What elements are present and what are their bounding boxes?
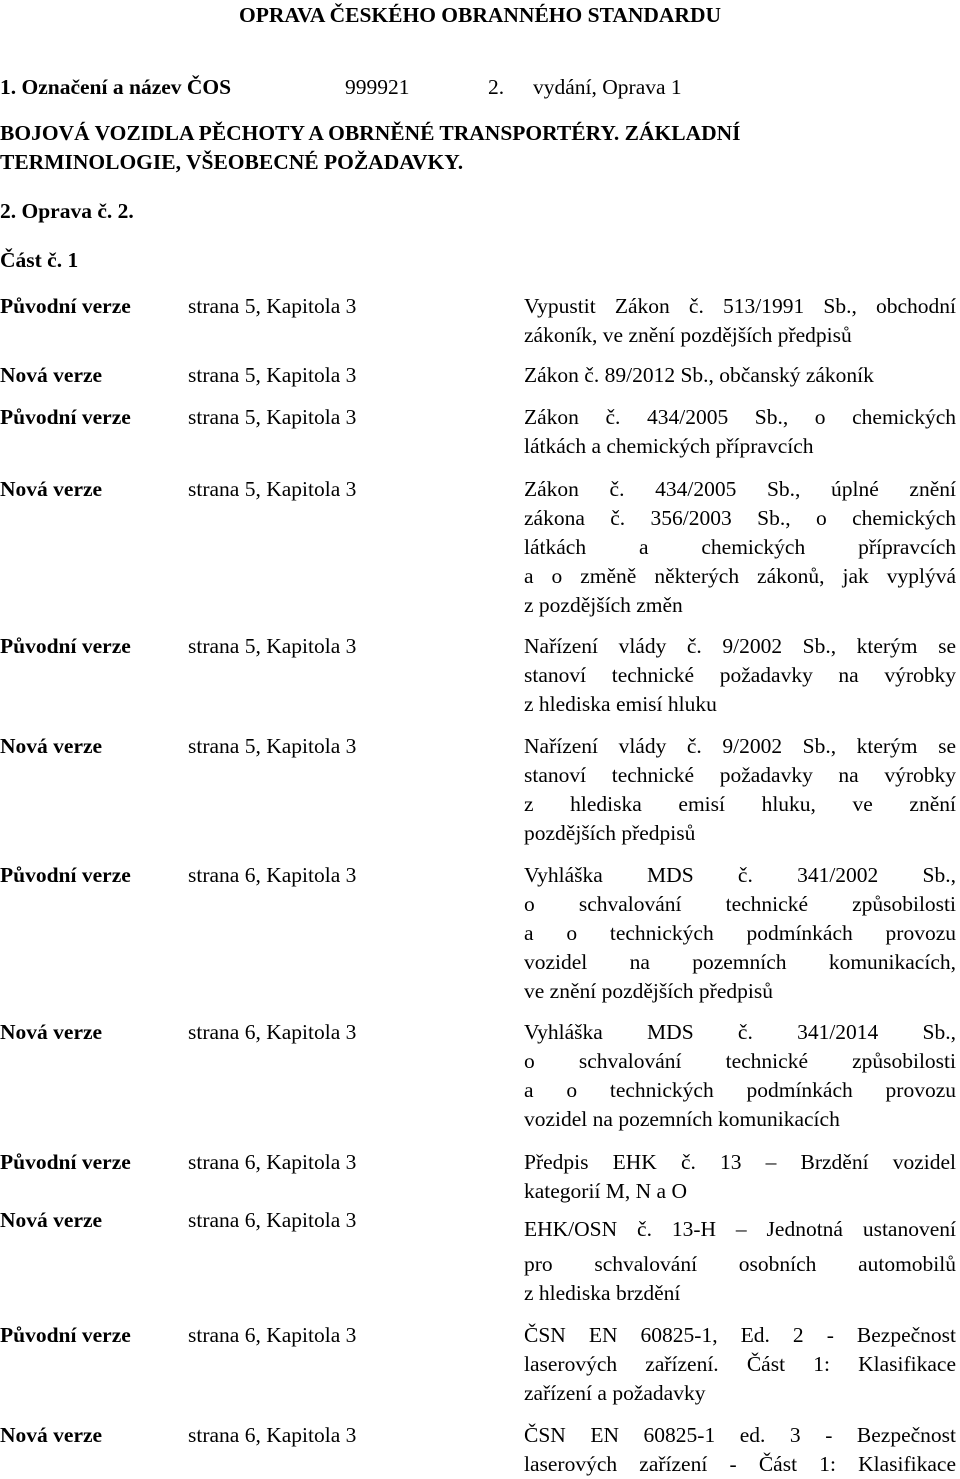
version-label: Původní verze xyxy=(0,634,131,658)
change-text xyxy=(524,403,956,461)
document-title: OPRAVA ČESKÉHO OBRANNÉHO STANDARDU xyxy=(238,3,722,27)
change-text-line: z pozdějších změn xyxy=(524,593,683,617)
location-label: strana 5, Kapitola 3 xyxy=(188,634,357,658)
change-text-line: EHK/OSN č. 13-H – Jednotná ustanovení xyxy=(524,1217,956,1241)
change-text-line: laserových zařízení - Část 1: Klasifikace xyxy=(524,1452,956,1476)
change-text-line: pro schvalování osobních automobilů xyxy=(524,1252,956,1276)
location-label: strana 6, Kapitola 3 xyxy=(188,1323,357,1347)
change-text-line: Zákon č. 434/2005 Sb., o chemických xyxy=(524,405,956,429)
change-text-line: Nařízení vlády č. 9/2002 Sb., kterým se xyxy=(524,634,956,658)
correction-number: 2. Oprava č. 2. xyxy=(0,199,134,223)
change-text-line: Zákon č. 434/2005 Sb., úplné znění xyxy=(524,477,956,501)
designation-edition: 2. xyxy=(488,75,505,99)
version-label: Původní verze xyxy=(0,405,131,429)
change-text-line: z hlediska emisí hluku xyxy=(524,692,717,716)
change-text-line: stanoví technické požadavky na výrobky xyxy=(524,663,956,687)
change-text-line: Zákon č. 89/2012 Sb., občanský zákoník xyxy=(524,363,874,387)
change-text-line: a o změně některých zákonů, jak vyplývá xyxy=(524,564,956,588)
version-label: Nová verze xyxy=(0,1020,103,1044)
change-text-line: a o technických podmínkách provozu xyxy=(524,921,956,945)
change-text-line: o schvalování technické způsobilosti xyxy=(524,1049,956,1073)
change-text-line: Nařízení vlády č. 9/2002 Sb., kterým se xyxy=(524,734,956,758)
version-label: Původní verze xyxy=(0,294,131,318)
change-text xyxy=(524,861,956,1006)
change-text-line: kategorií M, N a O xyxy=(524,1179,688,1203)
location-label: strana 5, Kapitola 3 xyxy=(188,363,357,387)
change-text-line: ČSN EN 60825-1, Ed. 2 - Bezpečnost xyxy=(524,1323,956,1347)
change-text-line: zákoník, ve znění pozdějších předpisů xyxy=(524,323,852,347)
standard-name-line-1: BOJOVÁ VOZIDLA PĚCHOTY A OBRNĚNÉ TRANSPORTÉRY. ZÁKLADNÍ xyxy=(0,121,741,145)
location-label: strana 6, Kapitola 3 xyxy=(188,1150,357,1174)
change-text-line: Vyhláška MDS č. 341/2002 Sb., xyxy=(524,863,956,887)
change-text-line: vozidel na pozemních komunikacích xyxy=(524,1107,840,1131)
change-text xyxy=(524,632,956,719)
part-number: Část č. 1 xyxy=(0,248,79,272)
change-text-line: ve znění pozdějších předpisů xyxy=(524,979,773,1003)
change-text-line: a o technických podmínkách provozu xyxy=(524,1078,956,1102)
location-label: strana 5, Kapitola 3 xyxy=(188,405,357,429)
change-text xyxy=(524,1215,956,1308)
change-text-line: Vyhláška MDS č. 341/2014 Sb., xyxy=(524,1020,956,1044)
change-text-line: látkách a chemických přípravcích xyxy=(524,535,956,559)
change-text-line: látkách a chemických přípravcích xyxy=(524,434,814,458)
change-text-line: stanoví technické požadavky na výrobky xyxy=(524,763,956,787)
location-label: strana 5, Kapitola 3 xyxy=(188,477,357,501)
designation-edition-text: vydání, Oprava 1 xyxy=(533,75,682,99)
location-label: strana 6, Kapitola 3 xyxy=(188,1423,357,1447)
version-label: Nová verze xyxy=(0,734,103,758)
change-text-line: zařízení a požadavky xyxy=(524,1381,706,1405)
version-label: Nová verze xyxy=(0,1423,103,1447)
change-text-line: o schvalování technické způsobilosti xyxy=(524,892,956,916)
change-text xyxy=(524,361,956,390)
version-label: Nová verze xyxy=(0,363,103,387)
standard-name-line-2: TERMINOLOGIE, VŠEOBECNÉ POŽADAVKY. xyxy=(0,150,464,174)
change-text-line: laserových zařízení. Část 1: Klasifikace xyxy=(524,1352,956,1376)
designation-number: 999921 xyxy=(345,75,410,99)
version-label: Původní verze xyxy=(0,863,131,887)
version-label: Nová verze xyxy=(0,1208,103,1232)
change-text-line: Vypustit Zákon č. 513/1991 Sb., obchodní xyxy=(524,294,956,318)
version-label: Původní verze xyxy=(0,1150,131,1174)
designation-line xyxy=(0,73,682,102)
change-text xyxy=(524,1421,956,1479)
change-text-line: vozidel na pozemních komunikacích, xyxy=(524,950,956,974)
change-text-line: z hlediska emisí hluku, ve znění xyxy=(524,792,956,816)
change-text xyxy=(524,292,956,350)
version-label: Nová verze xyxy=(0,477,103,501)
change-text xyxy=(524,1018,956,1134)
change-text-line: z hlediska brzdění xyxy=(524,1281,681,1305)
change-text-line: zákona č. 356/2003 Sb., o chemických xyxy=(524,506,956,530)
change-text-line: Předpis EHK č. 13 – Brzdění vozidel xyxy=(524,1150,956,1174)
change-text-line: ČSN EN 60825-1 ed. 3 - Bezpečnost xyxy=(524,1423,956,1447)
change-text-line: pozdějších předpisů xyxy=(524,821,696,845)
change-text xyxy=(524,475,956,620)
designation-label: 1. Označení a název ČOS xyxy=(0,75,232,99)
change-text xyxy=(524,1148,956,1206)
location-label: strana 5, Kapitola 3 xyxy=(188,734,357,758)
version-label: Původní verze xyxy=(0,1323,131,1347)
location-label: strana 5, Kapitola 3 xyxy=(188,294,357,318)
change-text xyxy=(524,1321,956,1408)
location-label: strana 6, Kapitola 3 xyxy=(188,1020,357,1044)
change-text xyxy=(524,732,956,848)
location-label: strana 6, Kapitola 3 xyxy=(188,1208,357,1232)
location-label: strana 6, Kapitola 3 xyxy=(188,863,357,887)
